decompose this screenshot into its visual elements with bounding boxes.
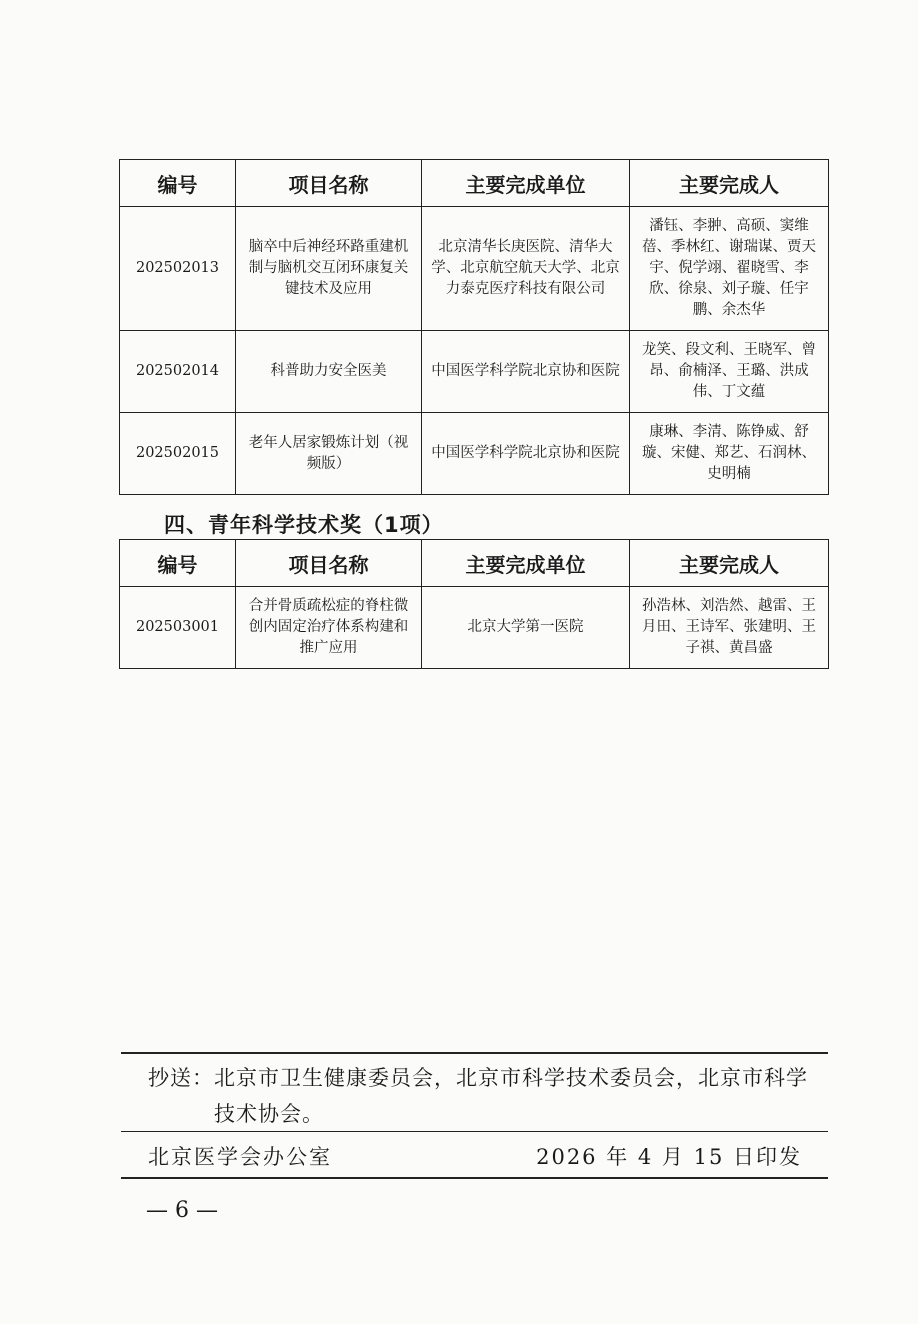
cc-recipients-line1: 北京市卫生健康委员会，北京市科学技术委员会，北京市科学 [214,1066,808,1090]
header-unit: 主要完成单位 [422,540,630,587]
issuing-office: 北京医学会办公室 [148,1145,332,1169]
cc-label: 抄送： [148,1066,214,1090]
footer-rule-bottom [121,1177,828,1179]
header-project-name: 项目名称 [236,160,422,207]
header-code: 编号 [120,540,236,587]
project-persons: 孙浩林、刘浩然、越雷、王月田、王诗军、张建明、王子祺、黄昌盛 [630,587,829,669]
footer-rule-top [121,1052,828,1054]
table-row [120,413,829,495]
project-unit: 北京大学第一医院 [422,587,630,669]
header-code: 编号 [120,160,236,207]
project-name: 科普助力安全医美 [236,331,422,413]
project-code: 202503001 [120,587,236,669]
project-code: 202502014 [120,331,236,413]
table-row [120,207,829,331]
cc-recipients-line2: 技术协会。 [214,1102,324,1126]
section-title-youth-award: 四、青年科学技术奖（1项） [164,513,444,537]
project-unit: 北京清华长庚医院、清华大学、北京航空航天大学、北京力泰克医疗科技有限公司 [422,207,630,331]
project-unit: 中国医学科学院北京协和医院 [422,331,630,413]
header-project-name: 项目名称 [236,540,422,587]
award-table-youth [119,539,829,669]
page-number: — 6 — [146,1198,218,1223]
project-unit: 中国医学科学院北京协和医院 [422,413,630,495]
header-unit: 主要完成单位 [422,160,630,207]
table-header-row [120,160,829,207]
award-table-main [119,159,829,495]
project-persons: 康琳、李清、陈铮威、舒璇、宋健、郑艺、石润林、史明楠 [630,413,829,495]
table-header-row [120,540,829,587]
project-persons: 龙笑、段文利、王晓军、曾昂、俞楠泽、王璐、洪成伟、丁文蕴 [630,331,829,413]
project-name: 老年人居家锻炼计划（视频版） [236,413,422,495]
table-row [120,587,829,669]
issue-date: 2026 年 4 月 15 日印发 [536,1145,802,1169]
table-row [120,331,829,413]
footer-rule-middle [121,1131,828,1132]
project-name: 脑卒中后神经环路重建机制与脑机交互闭环康复关键技术及应用 [236,207,422,331]
project-code: 202502013 [120,207,236,331]
header-persons: 主要完成人 [630,540,829,587]
header-persons: 主要完成人 [630,160,829,207]
project-code: 202502015 [120,413,236,495]
project-name: 合并骨质疏松症的脊柱微创内固定治疗体系构建和推广应用 [236,587,422,669]
project-persons: 潘钰、李翀、高硕、窦维蓓、季林红、谢瑞谋、贾天宇、倪学翊、翟晓雪、李欣、徐泉、刘子璇、任宇鹏、余杰华 [630,207,829,331]
